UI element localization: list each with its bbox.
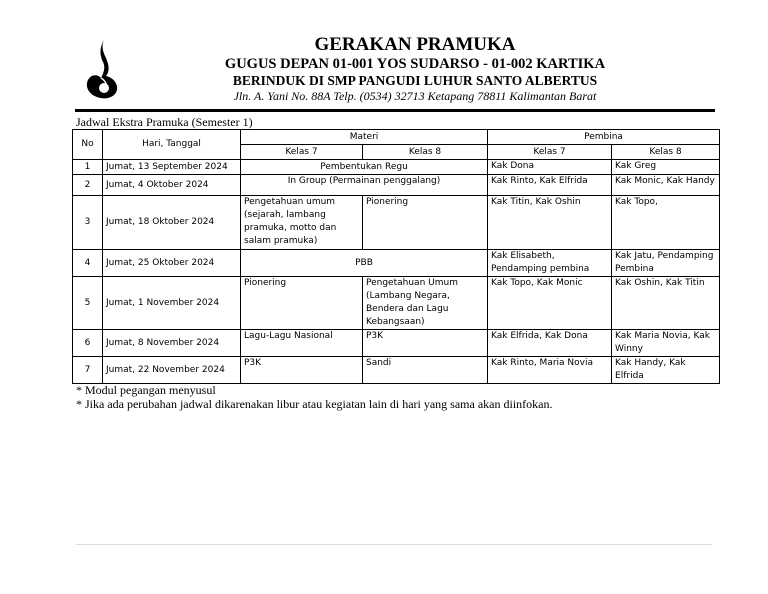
- row-materi-kelas8: Sandi: [363, 357, 488, 384]
- row-pembina-kelas7: Kak Rinto, Maria Novia: [488, 357, 612, 384]
- row-date: Jumat, 8 November 2024: [103, 330, 241, 357]
- table-row: [73, 330, 720, 357]
- header-materi: Materi: [241, 130, 488, 145]
- row-pembina-kelas7: Kak Topo, Kak Monic: [488, 277, 612, 330]
- organization-title: GERAKAN PRAMUKA: [314, 34, 516, 55]
- row-no: 7: [73, 357, 103, 384]
- row-materi-kelas8: P3K: [363, 330, 488, 357]
- row-materi: In Group (Permainan penggalang): [241, 175, 488, 196]
- row-date: Jumat, 4 Oktober 2024: [103, 175, 241, 196]
- row-date: Jumat, 1 November 2024: [103, 277, 241, 330]
- table-row: [73, 160, 720, 175]
- row-no: 4: [73, 250, 103, 277]
- row-materi-kelas7: Pionering: [241, 277, 363, 330]
- row-no: 2: [73, 175, 103, 196]
- row-no: 3: [73, 196, 103, 250]
- table-row: [73, 250, 720, 277]
- schedule-table: [72, 129, 720, 384]
- row-pembina-kelas8: Kak Jatu, Pendamping Pembina: [612, 250, 720, 277]
- table-row: [73, 175, 720, 196]
- table-header-row: [73, 130, 720, 145]
- header-pembina-kelas8: Kelas 8: [612, 145, 720, 160]
- header-materi-kelas8: Kelas 8: [363, 145, 488, 160]
- row-date: Jumat, 18 Oktober 2024: [103, 196, 241, 250]
- header-pembina-kelas7: Kelas 7: [488, 145, 612, 160]
- footer-divider: [76, 544, 712, 545]
- letterhead: [160, 34, 670, 103]
- row-materi-kelas8: Pengetahuan Umum (Lambang Negara, Bendera dan Lagu Kebangsaan): [363, 277, 488, 330]
- row-materi-kelas7: Lagu-Lagu Nasional: [241, 330, 363, 357]
- row-pembina-kelas7: Kak Elfrida, Kak Dona: [488, 330, 612, 357]
- row-materi-kelas8: Pionering: [363, 196, 488, 250]
- table-row: [73, 277, 720, 330]
- schedule-title: Jadwal Ekstra Pramuka (Semester 1): [76, 115, 253, 129]
- row-pembina-kelas7: Kak Titin, Kak Oshin: [488, 196, 612, 250]
- row-no: 6: [73, 330, 103, 357]
- row-pembina-kelas7: Kak Elisabeth, Pendamping pembina: [488, 250, 612, 277]
- row-materi-kelas7: P3K: [241, 357, 363, 384]
- row-pembina-kelas8: Kak Handy, Kak Elfrida: [612, 357, 720, 384]
- row-date: Jumat, 13 September 2024: [103, 160, 241, 175]
- row-pembina-kelas8: Kak Topo,: [612, 196, 720, 250]
- row-pembina-kelas8: Kak Monic, Kak Handy: [612, 175, 720, 196]
- organization-subtitle-2: BERINDUK DI SMP PANGUDI LUHUR SANTO ALBERTUS: [232, 73, 598, 88]
- row-date: Jumat, 25 Oktober 2024: [103, 250, 241, 277]
- table-row: [73, 357, 720, 384]
- organization-address: Jln. A. Yani No. 88A Telp. (0534) 32713 Ketapang 78811 Kalimantan Barat: [233, 89, 597, 103]
- header-pembina: Pembina: [488, 130, 720, 145]
- header-divider: [75, 109, 715, 112]
- row-pembina-kelas8: Kak Oshin, Kak Titin: [612, 277, 720, 330]
- pramuka-tunas-kelapa-logo-icon: [84, 38, 122, 100]
- header-no: No: [73, 130, 103, 160]
- row-materi: PBB: [241, 250, 488, 277]
- row-pembina-kelas8: Kak Maria Novia, Kak Winny: [612, 330, 720, 357]
- row-no: 5: [73, 277, 103, 330]
- row-no: 1: [73, 160, 103, 175]
- header-materi-kelas7: Kelas 7: [241, 145, 363, 160]
- table-row: [73, 196, 720, 250]
- header-date: Hari, Tanggal: [103, 130, 241, 160]
- row-materi: Pembentukan Regu: [241, 160, 488, 175]
- row-pembina-kelas7: Kak Rinto, Kak Elfrida: [488, 175, 612, 196]
- row-date: Jumat, 22 November 2024: [103, 357, 241, 384]
- notes: [76, 383, 552, 411]
- row-pembina-kelas7: Kak Dona: [488, 160, 612, 175]
- row-pembina-kelas8: Kak Greg: [612, 160, 720, 175]
- note-item: * Modul pegangan menyusul: [76, 383, 216, 397]
- note-item: * Jika ada perubahan jadwal dikarenakan libur atau kegiatan lain di hari yang sama akan diinfokan.: [76, 397, 553, 411]
- organization-subtitle: GUGUS DEPAN 01-001 YOS SUDARSO - 01-002 KARTIKA: [224, 56, 606, 72]
- row-materi-kelas7: Pengetahuan umum (sejarah, lambang pramuka, motto dan salam pramuka): [241, 196, 363, 250]
